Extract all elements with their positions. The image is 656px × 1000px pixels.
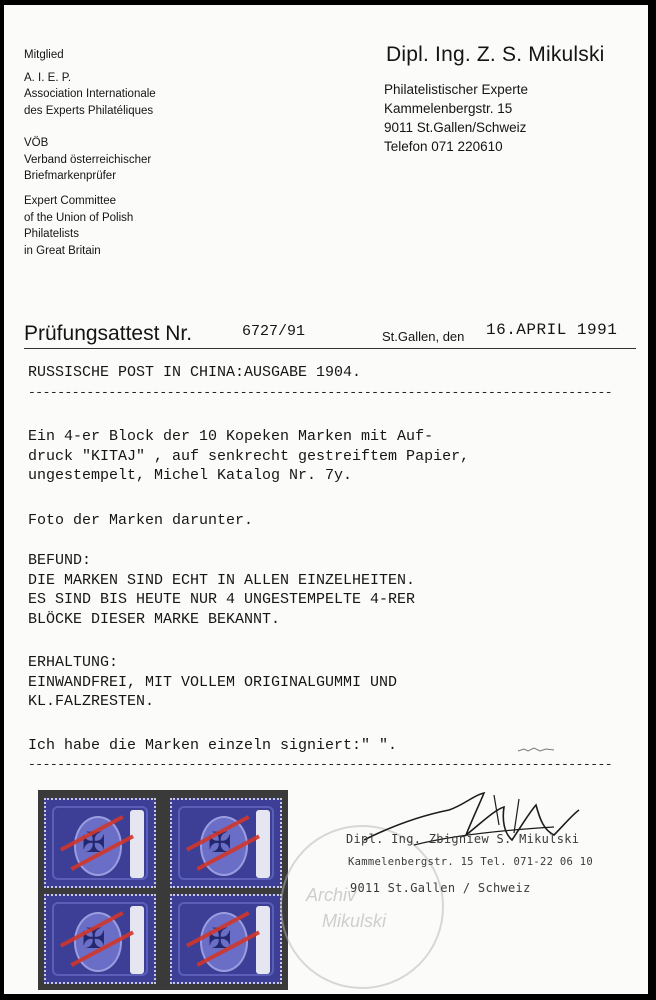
befund-line: DIE MARKEN SIND ECHT IN ALLEN EINZELHEITEN. [28, 571, 416, 589]
expert-city: 9011 St.Gallen/Schweiz [384, 120, 527, 135]
membership-line: of the Union of Polish [24, 211, 134, 224]
membership-line: Philatelists [24, 228, 79, 240]
expert-title: Philatelistischer Experte [384, 82, 529, 97]
membership-voeb [24, 135, 151, 185]
membership-line: A. I. E. P. [24, 71, 72, 84]
description [28, 427, 469, 486]
stamp: ✠ [170, 894, 282, 984]
membership-line: VÖB [24, 137, 49, 149]
membership-aiep [24, 47, 156, 119]
separator-line: -------------------------------------------------------------------------------- [28, 385, 613, 400]
membership-line: in Great Britain [24, 244, 101, 257]
certificate-date: 16.APRIL 1991 [486, 321, 618, 339]
membership-line: Briefmarkenprüfer [24, 170, 117, 182]
stamp-block-photo [38, 790, 288, 990]
membership-line: Expert Committee [24, 195, 117, 207]
issue-heading: RUSSISCHE POST IN CHINA:AUSGABE 1904. [28, 364, 362, 381]
certificate-title: Prüfungsattest Nr. [24, 322, 193, 345]
imprint-line: Kammelenbergstr. 15 Tel. 071-22 06 10 [348, 856, 593, 868]
watermark-text: Mikulski [322, 911, 387, 931]
watermark-text: Archiv [306, 885, 357, 905]
membership-line: Verband österreichischer [24, 153, 152, 166]
separator-line-bottom: -------------------------------------------------------------------------------- [28, 757, 613, 772]
stamp: ✠ [44, 798, 156, 888]
erhaltung-line: KL.FALZRESTEN. [28, 693, 155, 710]
signature-note: Ich habe die Marken einzeln signiert:" ". [28, 737, 398, 754]
expert-name: Dipl. Ing. Z. S. Mikulski [386, 43, 605, 66]
certificate-number: 6727/91 [242, 323, 306, 340]
membership-line: des Experts Philatéliques [24, 104, 154, 117]
imprint-line: Dipl. Ing. Zbigniew S. Mikulski [346, 832, 580, 846]
membership-line: Mitglied [24, 49, 64, 61]
stamp: ✠ [44, 894, 156, 984]
title-underline [24, 348, 636, 349]
imprint-line: 9011 St.Gallen / Schweiz [350, 881, 531, 895]
description-line: druck "KITAJ" , auf senkrecht gestreiftem Papier, [28, 447, 470, 465]
erhaltung-heading: ERHALTUNG: [28, 654, 119, 671]
signature-mark-icon [516, 741, 556, 749]
expert-street: Kammelenbergstr. 15 [384, 101, 513, 116]
expert-address [384, 80, 528, 156]
stamp: ✠ [170, 798, 282, 888]
description-line: Ein 4-er Block der 10 Kopeken Marken mit Auf- [28, 428, 434, 445]
certificate-paper [4, 5, 648, 994]
befund-section [28, 551, 415, 629]
befund-heading: BEFUND: [28, 552, 92, 569]
erhaltung-line: EINWANDFREI, MIT VOLLEM ORIGINALGUMMI UND [28, 673, 398, 691]
befund-line: ES SIND BIS HEUTE NUR 4 UNGESTEMPELTE 4-RER [28, 591, 416, 608]
erhaltung-section [28, 653, 397, 712]
certificate-place: St.Gallen, den [382, 329, 465, 344]
description-line: ungestempelt, Michel Katalog Nr. 7y. [28, 467, 353, 484]
membership-polish-union [24, 193, 133, 259]
expert-phone: Telefon 071 220610 [384, 139, 503, 154]
befund-line: BLÖCKE DIESER MARKE BEKANNT. [28, 610, 281, 628]
photo-note: Foto der Marken darunter. [28, 512, 254, 529]
membership-line: Association Internationale [24, 88, 156, 100]
